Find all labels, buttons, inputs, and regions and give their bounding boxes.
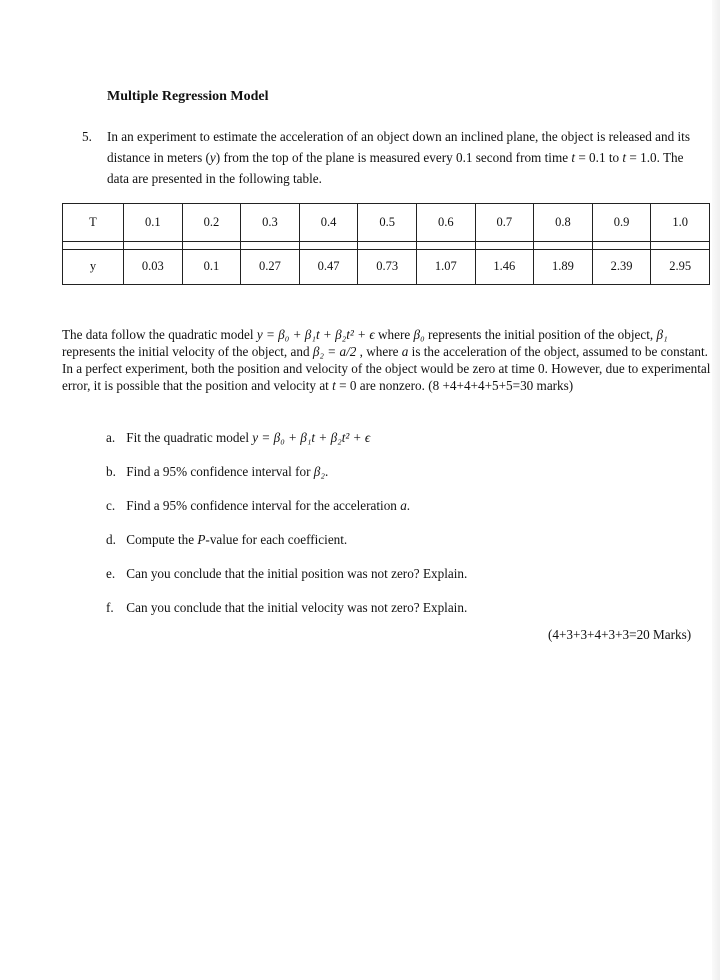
table-row-t <box>63 204 710 242</box>
problem-text-part: = 0.1 to <box>575 150 623 165</box>
table-cell: 0.7 <box>475 204 534 242</box>
table-cell: 0.2 <box>182 204 241 242</box>
table-cell: 2.95 <box>651 249 710 284</box>
table-cell: 0.4 <box>299 204 358 242</box>
table-cell: 0.5 <box>358 204 417 242</box>
description-text: = 0 are nonzero. (8 +4+4+4+5+5=30 marks) <box>335 378 574 393</box>
beta1-symbol: β₁ <box>656 327 668 342</box>
part-letter: d. <box>106 532 116 547</box>
variable-p: P <box>197 532 206 547</box>
table-cell: 0.6 <box>416 204 475 242</box>
beta2-symbol: β₂ <box>313 464 325 479</box>
part-letter: c. <box>106 498 116 513</box>
part-a <box>106 429 666 463</box>
problem-text <box>107 126 694 189</box>
part-text: . <box>406 498 411 513</box>
table-cell: 1.89 <box>534 249 593 284</box>
table-cell: 0.73 <box>358 249 417 284</box>
table-row-label: y <box>63 249 124 284</box>
data-table <box>62 203 710 285</box>
part-text: -value for each coefficient. <box>205 532 348 547</box>
description-text: , where <box>356 344 402 359</box>
table-cell: 0.1 <box>182 249 241 284</box>
description-text: is the acceleration of the object, assumed to be constant. In a perfect experiment, both the position and velocity of the object would be zero at time 0. However, due to experimental error, it is possible that the position and velocity at <box>62 344 711 393</box>
problem-text-part: In an experiment to estimate the acceleration of an object down an inclined plane, the object is released and its distance in meters ( <box>107 129 690 165</box>
problem-text-part: ) from the top of the plane is measured every 0.1 second from time <box>215 150 572 165</box>
part-text: Fit the quadratic model <box>126 430 253 445</box>
table-row-y <box>63 249 710 284</box>
variable-y: y <box>209 150 216 165</box>
table-cell: 0.1 <box>124 204 183 242</box>
table-cell: 1.0 <box>651 204 710 242</box>
variable-a: a <box>401 344 409 359</box>
part-text: . <box>324 464 329 479</box>
model-equation: y = β₀ + β₁t + β₂t² + ϵ <box>252 430 371 445</box>
table-cell: 0.27 <box>241 249 300 284</box>
table-cell: 0.3 <box>241 204 300 242</box>
beta2-equation: β₂ = a/2 <box>312 344 357 359</box>
part-text: Find a 95% confidence interval for <box>126 464 314 479</box>
part-c <box>106 497 666 531</box>
variable-a: a <box>400 498 407 513</box>
variable-t: t <box>622 150 627 165</box>
problem-text-part: = 1.0. The data are presented in the following table. <box>107 150 684 186</box>
problem-number: 5. <box>82 129 92 144</box>
question-parts <box>106 429 666 633</box>
part-letter: b. <box>106 464 116 479</box>
part-text: Can you conclude that the initial position was not zero? Explain. <box>126 566 468 581</box>
description-text: The data follow the quadratic model <box>62 327 257 342</box>
part-letter: f. <box>106 600 114 615</box>
description-text: represents the initial position of the object, <box>424 327 657 342</box>
part-letter: e. <box>106 566 116 581</box>
model-description <box>62 326 712 394</box>
model-equation: y = β₀ + β₁t + β₂t² + ϵ <box>256 327 375 342</box>
part-b <box>106 463 666 497</box>
part-letter: a. <box>106 430 116 445</box>
variable-t: t <box>571 150 576 165</box>
description-text: where <box>374 327 414 342</box>
part-text: Can you conclude that the initial velocity was not zero? Explain. <box>126 600 468 615</box>
table-cell: 2.39 <box>592 249 651 284</box>
table-cell: 0.47 <box>299 249 358 284</box>
table-cell: 1.07 <box>416 249 475 284</box>
table-gap-row <box>63 241 710 249</box>
section-heading: Multiple Regression Model <box>107 89 269 104</box>
part-text: Compute the <box>126 532 198 547</box>
table-cell: 0.8 <box>534 204 593 242</box>
description-text: represents the initial velocity of the object, and <box>62 344 313 359</box>
table-cell: 1.46 <box>475 249 534 284</box>
table-row-label: T <box>63 204 124 242</box>
part-d <box>106 531 666 565</box>
part-e <box>106 565 666 599</box>
beta0-symbol: β₀ <box>413 327 425 342</box>
part-text: Find a 95% confidence interval for the acceleration <box>126 498 401 513</box>
table-cell: 0.03 <box>124 249 183 284</box>
marks-breakdown: (4+3+3+4+3+3=20 Marks) <box>548 627 692 642</box>
table-cell: 0.9 <box>592 204 651 242</box>
problem-statement <box>82 126 694 189</box>
variable-t: t <box>332 378 336 393</box>
page-edge <box>712 0 720 980</box>
